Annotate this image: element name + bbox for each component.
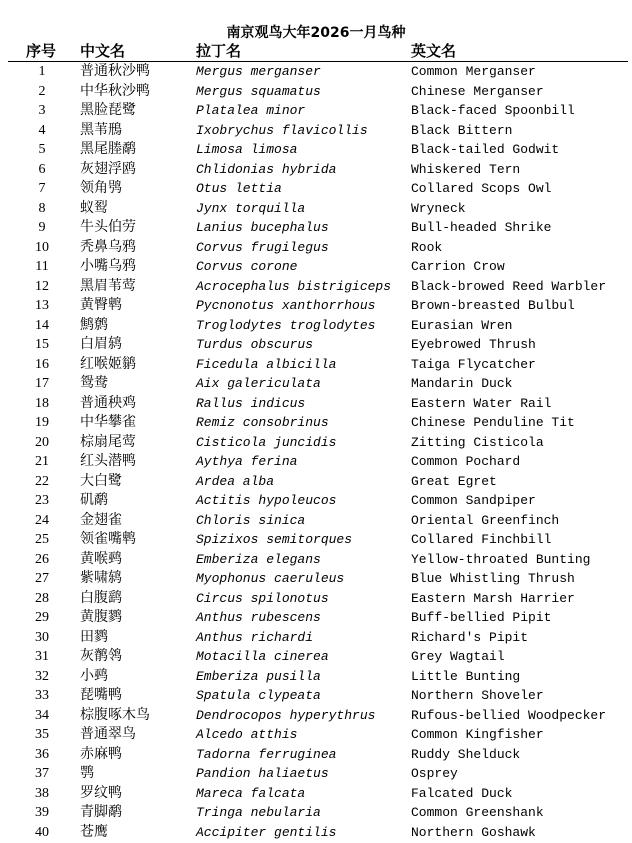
row-chinese-name: 普通秧鸡 xyxy=(80,394,136,411)
row-latin-name: Tringa nebularia xyxy=(196,805,321,820)
row-number: 19 xyxy=(35,415,49,430)
table-row xyxy=(0,511,632,531)
row-number: 38 xyxy=(35,785,49,801)
row-english-name: Falcated Duck xyxy=(411,785,513,801)
row-latin-name: Pycnonotus xanthorrhous xyxy=(196,298,376,313)
row-latin-name: Aythya ferina xyxy=(196,454,298,469)
table-row xyxy=(0,569,632,589)
row-english-name: Whiskered Tern xyxy=(411,161,521,177)
row-english-name: Common Greenshank xyxy=(411,805,544,820)
row-number: 28 xyxy=(35,590,49,606)
row-chinese-name: 黑眉苇莺 xyxy=(80,277,136,294)
row-latin-name: Emberiza elegans xyxy=(196,551,321,567)
row-number: 20 xyxy=(35,434,49,450)
row-chinese-name: 金翅雀 xyxy=(80,511,122,528)
row-english-name: Collared Finchbill xyxy=(411,532,552,547)
row-chinese-name: 牛头伯劳 xyxy=(80,219,136,235)
row-english-name: Common Sandpiper xyxy=(411,493,536,508)
row-chinese-name: 鹪鹩 xyxy=(80,316,108,333)
row-latin-name: Cisticola juncidis xyxy=(196,434,337,450)
row-chinese-name: 黄腹鹨 xyxy=(80,609,122,625)
row-latin-name: Corvus corone xyxy=(196,259,298,274)
row-english-name: Yellow-throated Bunting xyxy=(411,551,591,567)
row-latin-name: Ixobrychus flavicollis xyxy=(196,122,368,138)
row-latin-name: Circus spilonotus xyxy=(196,590,329,606)
row-english-name: Bull-headed Shrike xyxy=(411,220,552,235)
table-row xyxy=(0,160,632,180)
table-row xyxy=(0,764,632,784)
row-english-name: Blue Whistling Thrush xyxy=(411,571,575,586)
row-chinese-name: 棕扇尾莺 xyxy=(80,433,136,450)
row-english-name: Eastern Marsh Harrier xyxy=(411,590,575,606)
row-number: 36 xyxy=(35,746,49,762)
table-row xyxy=(0,355,632,375)
row-latin-name: Platalea minor xyxy=(196,103,306,118)
row-english-name: Rufous-bellied Woodpecker xyxy=(411,707,607,723)
row-chinese-name: 灰翅浮鸥 xyxy=(80,160,136,177)
row-number: 25 xyxy=(35,532,49,547)
row-latin-name: Jynx torquilla xyxy=(196,200,306,216)
row-latin-name: Actitis hypoleucos xyxy=(196,493,337,508)
row-latin-name: Anthus rubescens xyxy=(196,610,321,625)
row-chinese-name: 普通秋沙鸭 xyxy=(80,63,150,79)
row-latin-name: Otus lettia xyxy=(196,181,282,196)
row-english-name: Common Kingfisher xyxy=(411,727,544,742)
row-number: 40 xyxy=(35,824,49,840)
row-english-name: Chinese Penduline Tit xyxy=(411,415,575,430)
row-number: 11 xyxy=(35,259,49,274)
table-row xyxy=(0,238,632,258)
table-row xyxy=(0,803,632,823)
row-chinese-name: 赤麻鸭 xyxy=(80,745,122,762)
header-english-name: 英文名 xyxy=(411,42,457,60)
row-number: 18 xyxy=(35,395,49,411)
table-row xyxy=(0,706,632,726)
row-number: 2 xyxy=(38,83,46,99)
table-row xyxy=(0,550,632,570)
row-english-name: Rook xyxy=(411,239,443,255)
table-row xyxy=(0,101,632,121)
row-number: 31 xyxy=(35,649,49,664)
row-chinese-name: 小鹀 xyxy=(80,667,108,684)
row-number: 33 xyxy=(35,688,49,703)
row-latin-name: Mergus merganser xyxy=(196,64,321,79)
row-latin-name: Lanius bucephalus xyxy=(196,220,329,235)
row-latin-name: Ardea alba xyxy=(196,473,275,489)
row-latin-name: Motacilla cinerea xyxy=(196,649,329,664)
table-row xyxy=(0,296,632,316)
row-latin-name: Emberiza pusilla xyxy=(196,668,321,684)
row-english-name: Northern Shoveler xyxy=(411,688,544,703)
row-chinese-name: 红喉姬鹟 xyxy=(80,355,136,372)
row-chinese-name: 普通翠鸟 xyxy=(80,726,136,742)
row-english-name: Black Bittern xyxy=(411,122,513,138)
row-chinese-name: 青脚鹬 xyxy=(80,804,122,820)
row-latin-name: Chlidonias hybrida xyxy=(196,161,337,177)
row-latin-name: Chloris sinica xyxy=(196,512,306,528)
table-row xyxy=(0,452,632,472)
row-chinese-name: 黑尾塍鹬 xyxy=(80,141,136,157)
row-number: 1 xyxy=(38,64,46,79)
table-row xyxy=(0,277,632,297)
row-english-name: Little Bunting xyxy=(411,668,521,684)
row-chinese-name: 灰鹡鸰 xyxy=(80,648,122,664)
row-latin-name: Remiz consobrinus xyxy=(196,415,329,430)
row-english-name: Chinese Merganser xyxy=(411,83,544,99)
row-latin-name: Alcedo atthis xyxy=(196,727,298,742)
table-row xyxy=(0,725,632,745)
row-english-name: Collared Scops Owl xyxy=(411,181,552,196)
row-chinese-name: 鹗 xyxy=(80,765,94,781)
row-english-name: Common Pochard xyxy=(411,454,521,469)
row-english-name: Black-faced Spoonbill xyxy=(411,103,575,118)
table-row xyxy=(0,121,632,141)
row-number: 17 xyxy=(35,376,49,391)
row-number: 5 xyxy=(38,142,46,157)
row-chinese-name: 紫啸鸫 xyxy=(80,570,122,586)
row-english-name: Eastern Water Rail xyxy=(411,395,552,411)
table-row xyxy=(0,589,632,609)
row-english-name: Great Egret xyxy=(411,473,497,489)
table-row xyxy=(0,257,632,277)
row-number: 34 xyxy=(35,707,49,723)
row-english-name: Carrion Crow xyxy=(411,259,505,274)
row-number: 23 xyxy=(35,493,49,508)
row-latin-name: Acrocephalus bistrigiceps xyxy=(196,278,392,294)
row-number: 37 xyxy=(35,766,49,781)
row-chinese-name: 领角鸮 xyxy=(80,180,122,196)
row-english-name: Common Merganser xyxy=(411,64,536,79)
row-english-name: Taiga Flycatcher xyxy=(411,356,536,372)
row-number: 24 xyxy=(35,512,49,528)
row-english-name: Eurasian Wren xyxy=(411,317,513,333)
table-row xyxy=(0,140,632,160)
row-chinese-name: 大白鹭 xyxy=(80,472,122,489)
row-english-name: Richard's Pipit xyxy=(411,629,529,645)
table-row xyxy=(0,647,632,667)
table-row xyxy=(0,199,632,219)
table-row xyxy=(0,82,632,102)
row-number: 8 xyxy=(38,200,46,216)
table-row xyxy=(0,413,632,433)
row-number: 32 xyxy=(35,668,49,684)
header-latin-name: 拉丁名 xyxy=(196,42,242,60)
row-latin-name: Turdus obscurus xyxy=(196,337,314,352)
row-number: 21 xyxy=(35,454,49,469)
table-row xyxy=(0,823,632,843)
row-number: 30 xyxy=(35,629,49,645)
row-number: 9 xyxy=(38,220,46,235)
row-latin-name: Mergus squamatus xyxy=(196,83,321,99)
row-english-name: Eyebrowed Thrush xyxy=(411,337,536,352)
row-chinese-name: 琵嘴鸭 xyxy=(80,687,122,703)
row-latin-name: Tadorna ferruginea xyxy=(196,746,337,762)
row-english-name: Black-tailed Godwit xyxy=(411,142,560,157)
row-english-name: Wryneck xyxy=(411,200,466,216)
table-row xyxy=(0,784,632,804)
row-chinese-name: 中华攀雀 xyxy=(80,414,136,430)
row-latin-name: Mareca falcata xyxy=(196,785,306,801)
table-row xyxy=(0,394,632,414)
header-chinese-name: 中文名 xyxy=(80,42,126,60)
row-chinese-name: 红头潜鸭 xyxy=(80,453,136,469)
table-row xyxy=(0,62,632,82)
row-number: 35 xyxy=(35,727,49,742)
row-number: 6 xyxy=(38,161,46,177)
row-latin-name: Ficedula albicilla xyxy=(196,356,337,372)
row-number: 14 xyxy=(35,317,49,333)
table-row xyxy=(0,686,632,706)
table-row xyxy=(0,530,632,550)
table-row xyxy=(0,491,632,511)
table-row xyxy=(0,335,632,355)
row-latin-name: Myophonus caeruleus xyxy=(196,571,345,586)
row-english-name: Grey Wagtail xyxy=(411,649,505,664)
row-chinese-name: 白眉鸫 xyxy=(80,336,122,352)
row-english-name: Mandarin Duck xyxy=(411,376,513,391)
row-number: 22 xyxy=(35,473,49,489)
row-number: 13 xyxy=(35,298,49,313)
table-row xyxy=(0,608,632,628)
row-chinese-name: 鸳鸯 xyxy=(80,375,108,391)
row-latin-name: Limosa limosa xyxy=(196,142,298,157)
row-number: 27 xyxy=(35,571,49,586)
row-latin-name: Pandion haliaetus xyxy=(196,766,329,781)
table-row xyxy=(0,628,632,648)
row-number: 7 xyxy=(38,181,46,196)
row-latin-name: Aix galericulata xyxy=(196,376,321,391)
row-chinese-name: 黄喉鹀 xyxy=(80,550,122,567)
row-number: 16 xyxy=(35,356,49,372)
row-chinese-name: 黑苇鳽 xyxy=(80,121,122,138)
row-latin-name: Troglodytes troglodytes xyxy=(196,317,376,333)
row-chinese-name: 苍鹰 xyxy=(80,823,108,840)
row-chinese-name: 蚁䴕 xyxy=(80,199,108,216)
table-row xyxy=(0,667,632,687)
table-row xyxy=(0,745,632,765)
row-english-name: Zitting Cisticola xyxy=(411,434,544,450)
table-row xyxy=(0,218,632,238)
row-chinese-name: 黄臀鹎 xyxy=(80,297,122,313)
row-chinese-name: 中华秋沙鸭 xyxy=(80,82,150,99)
page-title: 南京观鸟大年2026一月鸟种 xyxy=(226,25,406,41)
row-chinese-name: 秃鼻乌鸦 xyxy=(80,238,136,255)
row-english-name: Black-browed Reed Warbler xyxy=(411,278,607,294)
table-row xyxy=(0,433,632,453)
row-latin-name: Accipiter gentilis xyxy=(196,824,337,840)
table-row xyxy=(0,472,632,492)
row-number: 12 xyxy=(35,278,49,294)
table-row xyxy=(0,374,632,394)
table-row xyxy=(0,179,632,199)
row-latin-name: Corvus frugilegus xyxy=(196,239,329,255)
row-latin-name: Rallus indicus xyxy=(196,395,306,411)
row-english-name: Oriental Greenfinch xyxy=(411,512,560,528)
row-latin-name: Dendrocopos hyperythrus xyxy=(196,707,376,723)
row-number: 4 xyxy=(38,122,46,138)
row-chinese-name: 田鹨 xyxy=(80,628,108,645)
row-english-name: Brown-breasted Bulbul xyxy=(411,298,575,313)
row-chinese-name: 黑脸琵鹭 xyxy=(80,102,136,118)
row-number: 29 xyxy=(35,610,49,625)
row-english-name: Ruddy Shelduck xyxy=(411,746,521,762)
row-chinese-name: 罗纹鸭 xyxy=(80,784,122,801)
table-row xyxy=(0,316,632,336)
row-english-name: Osprey xyxy=(411,766,458,781)
row-number: 15 xyxy=(35,337,49,352)
row-english-name: Buff-bellied Pipit xyxy=(411,610,552,625)
row-chinese-name: 矶鹬 xyxy=(80,492,108,508)
row-latin-name: Anthus richardi xyxy=(196,629,314,645)
row-chinese-name: 小嘴乌鸦 xyxy=(80,258,136,274)
row-latin-name: Spizixos semitorques xyxy=(196,532,353,547)
row-chinese-name: 白腹鹞 xyxy=(80,589,122,606)
row-chinese-name: 领雀嘴鹎 xyxy=(80,531,136,547)
header-number: 序号 xyxy=(26,42,57,60)
row-number: 26 xyxy=(35,551,49,567)
row-chinese-name: 棕腹啄木鸟 xyxy=(80,706,150,723)
row-english-name: Northern Goshawk xyxy=(411,824,536,840)
row-number: 3 xyxy=(38,103,46,118)
row-latin-name: Spatula clypeata xyxy=(196,688,321,703)
row-number: 10 xyxy=(35,239,49,255)
row-number: 39 xyxy=(35,805,49,820)
